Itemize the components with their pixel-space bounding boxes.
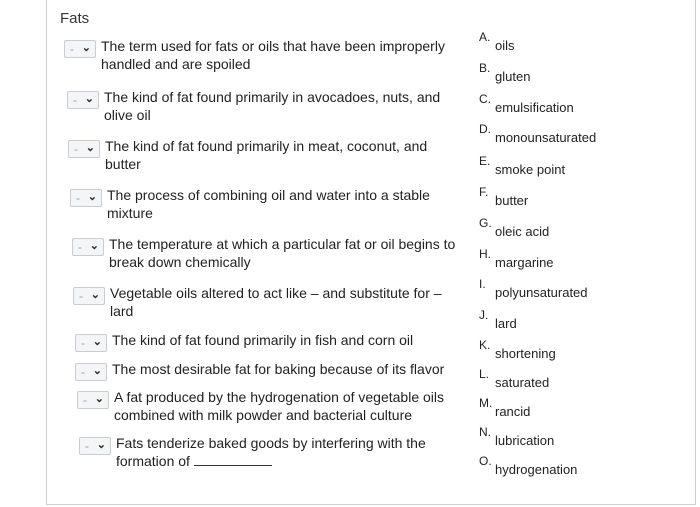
chevron-down-icon: ⌄ — [90, 289, 100, 301]
question-row-1 — [64, 37, 474, 73]
answer-blank — [194, 452, 272, 466]
question-text: The term used for fats or oils that have been improperly handled and are spoiled — [101, 38, 445, 72]
question-text: The kind of fat found primarily in meat, coconut, and butter — [105, 138, 428, 172]
chevron-down-icon: ⌄ — [81, 42, 91, 54]
chevron-down-icon: ⌄ — [85, 142, 95, 154]
question-text: The kind of fat found primarily in fish and corn oil — [112, 332, 414, 348]
answer-select-9[interactable]: - ⌄ — [77, 391, 109, 409]
question-text: The process of combining oil and water into a stable mixture — [107, 187, 430, 221]
question-row-7 — [75, 331, 455, 352]
page-title: Fats — [60, 10, 90, 27]
chevron-down-icon: ⌄ — [92, 336, 102, 348]
answer-select-8[interactable]: - ⌄ — [75, 363, 107, 381]
question-row-6 — [73, 284, 468, 320]
chevron-down-icon: ⌄ — [87, 191, 97, 203]
question-text: Vegetable oils altered to act like – and substitute for – lard — [110, 285, 442, 319]
question-row-8 — [75, 360, 465, 381]
answer-select-5[interactable]: - ⌄ — [72, 238, 104, 256]
question-row-2 — [67, 88, 467, 124]
chevron-down-icon: ⌄ — [84, 93, 94, 105]
question-text: A fat produced by the hydrogenation of vegetable oils combined with milk powder and bacterial culture — [114, 389, 445, 423]
chevron-down-icon: ⌄ — [94, 393, 104, 405]
answer-select-10[interactable]: - ⌄ — [79, 437, 111, 455]
chevron-down-icon: ⌄ — [96, 439, 106, 451]
question-row-9 — [77, 388, 462, 424]
answer-select-2[interactable]: - ⌄ — [67, 91, 99, 109]
answer-select-1[interactable]: - ⌄ — [64, 40, 96, 58]
question-text: Fats tenderize baked goods by interfering with the formation of — [116, 435, 426, 469]
answer-select-6[interactable]: - ⌄ — [73, 287, 105, 305]
chevron-down-icon: ⌄ — [92, 365, 102, 377]
question-text: The temperature at which a particular fat or oil begins to break down chemically — [109, 236, 456, 270]
question-row-10 — [79, 434, 449, 470]
answer-select-3[interactable]: - ⌄ — [68, 140, 100, 158]
answer-select-7[interactable]: - ⌄ — [75, 334, 107, 352]
question-text: The kind of fat found primarily in avocadoes, nuts, and olive oil — [104, 89, 441, 123]
chevron-down-icon: ⌄ — [89, 240, 99, 252]
question-text: The most desirable fat for baking because of its flavor — [112, 361, 445, 377]
question-row-3 — [68, 137, 458, 173]
question-row-5 — [72, 235, 477, 271]
question-row-4 — [70, 186, 455, 222]
answer-select-4[interactable]: - ⌄ — [70, 189, 102, 207]
